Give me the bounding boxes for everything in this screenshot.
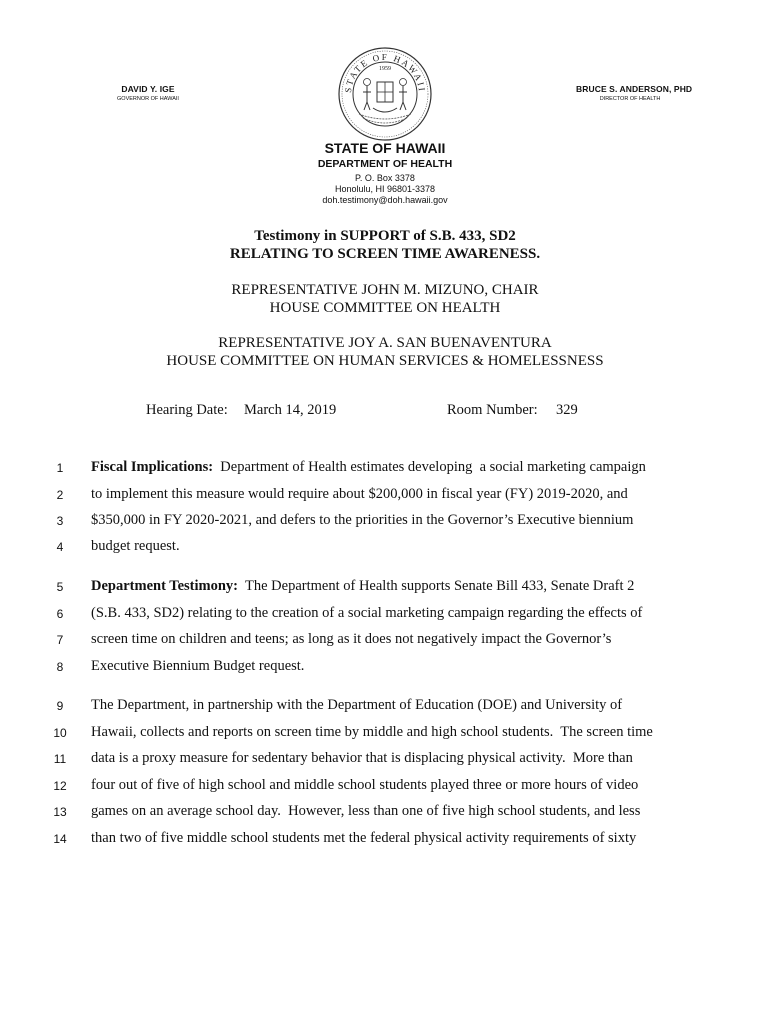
line-text: $350,000 in FY 2020-2021, and defers to the priorities in the Governor’s Executive biennium [91, 512, 634, 528]
section-heading: Department Testimony: [91, 578, 239, 594]
line-number: 10 [53, 726, 67, 740]
line-text: games on an average school day. However, less than one of five high school students, and less [91, 803, 641, 819]
body-line [91, 578, 634, 595]
line-number: 5 [56, 580, 64, 594]
body-line [91, 803, 640, 820]
body-line [91, 830, 636, 847]
governor-block [110, 84, 186, 102]
line-number: 3 [56, 514, 64, 528]
relating-title: RELATING TO SCREEN TIME AWARENESS. [229, 246, 541, 262]
body-line [91, 631, 611, 648]
body-line [91, 486, 628, 503]
line-number: 13 [53, 805, 67, 819]
line-text: The Department, in partnership with the Department of Education (DOE) and University of [91, 697, 623, 713]
line-number: 7 [56, 633, 64, 647]
body-line [91, 459, 646, 476]
line-text: Executive Biennium Budget request. [91, 658, 305, 674]
chair2-committee: HOUSE COMMITTEE ON HUMAN SERVICES & HOMELESSNESS [166, 353, 604, 369]
line-number: 11 [53, 752, 67, 766]
city-address: Honolulu, HI 96801-3378 [334, 184, 436, 194]
line-number: 1 [56, 461, 64, 475]
governor-title: GOVERNOR OF HAWAII [117, 96, 179, 102]
chair1-name: REPRESENTATIVE JOHN M. MIZUNO, CHAIR [231, 282, 539, 298]
director-name: BRUCE S. ANDERSON, PHD [576, 84, 693, 94]
line-text: four out of five of high school and middle school students played three or more hours of video [91, 777, 639, 793]
contact-email: doh.testimony@doh.hawaii.gov [322, 195, 448, 205]
director-title: DIRECTOR OF HEALTH [599, 96, 661, 102]
line-text: Department of Health estimates developing a social marketing campaign [213, 459, 646, 475]
chair1-committee: HOUSE COMMITTEE ON HEALTH [269, 300, 501, 316]
line-text: to implement this measure would require about $200,000 in fiscal year (FY) 2019-2020, and [91, 486, 628, 502]
hearing-date-label: Hearing Date: [146, 402, 228, 418]
body-line [91, 724, 653, 741]
body-line [91, 697, 622, 714]
body-line [91, 538, 180, 555]
room-number-label: Room Number: [447, 402, 538, 418]
line-number: 4 [56, 540, 64, 554]
department-name: DEPARTMENT OF HEALTH [317, 158, 453, 170]
line-text: Hawaii, collects and reports on screen time by middle and high school students. The screen time [91, 724, 653, 740]
line-text: than two of five middle school students met the federal physical activity requirements of sixty [91, 830, 637, 846]
director-block [576, 84, 693, 102]
testimony-title: Testimony in SUPPORT of S.B. 433, SD2 [254, 228, 516, 244]
seal-text: STATE OF HAWAII [342, 51, 428, 94]
section-heading: Fiscal Implications: [91, 459, 214, 475]
po-box: P. O. Box 3378 [355, 173, 415, 183]
hearing-date-value: March 14, 2019 [244, 402, 337, 418]
line-text: screen time on children and teens; as long as it does not negatively impact the Governor’s [91, 631, 612, 647]
governor-name: DAVID Y. IGE [121, 84, 175, 94]
chair2-name: REPRESENTATIVE JOY A. SAN BUENAVENTURA [218, 335, 552, 351]
line-text: budget request. [91, 538, 180, 554]
line-text: (S.B. 433, SD2) relating to the creation of a social marketing campaign regarding the effects of [91, 605, 643, 621]
body-line [91, 750, 633, 767]
line-number: 14 [53, 832, 67, 846]
body-line [91, 658, 304, 675]
line-number: 8 [56, 660, 64, 674]
body-line [91, 777, 638, 794]
line-number: 12 [53, 779, 67, 793]
body-line [91, 512, 633, 529]
state-name: STATE OF HAWAII [324, 140, 446, 156]
line-number: 2 [56, 488, 64, 502]
state-seal-icon [337, 46, 433, 142]
seal-year: 1959 [379, 66, 391, 72]
line-number: 6 [56, 607, 64, 621]
body-line [91, 605, 642, 622]
line-text: data is a proxy measure for sedentary behavior that is displacing physical activity. More than [91, 750, 633, 766]
line-text: The Department of Health supports Senate Bill 433, Senate Draft 2 [238, 578, 635, 594]
room-number-value: 329 [556, 402, 578, 418]
line-number: 9 [56, 699, 64, 713]
